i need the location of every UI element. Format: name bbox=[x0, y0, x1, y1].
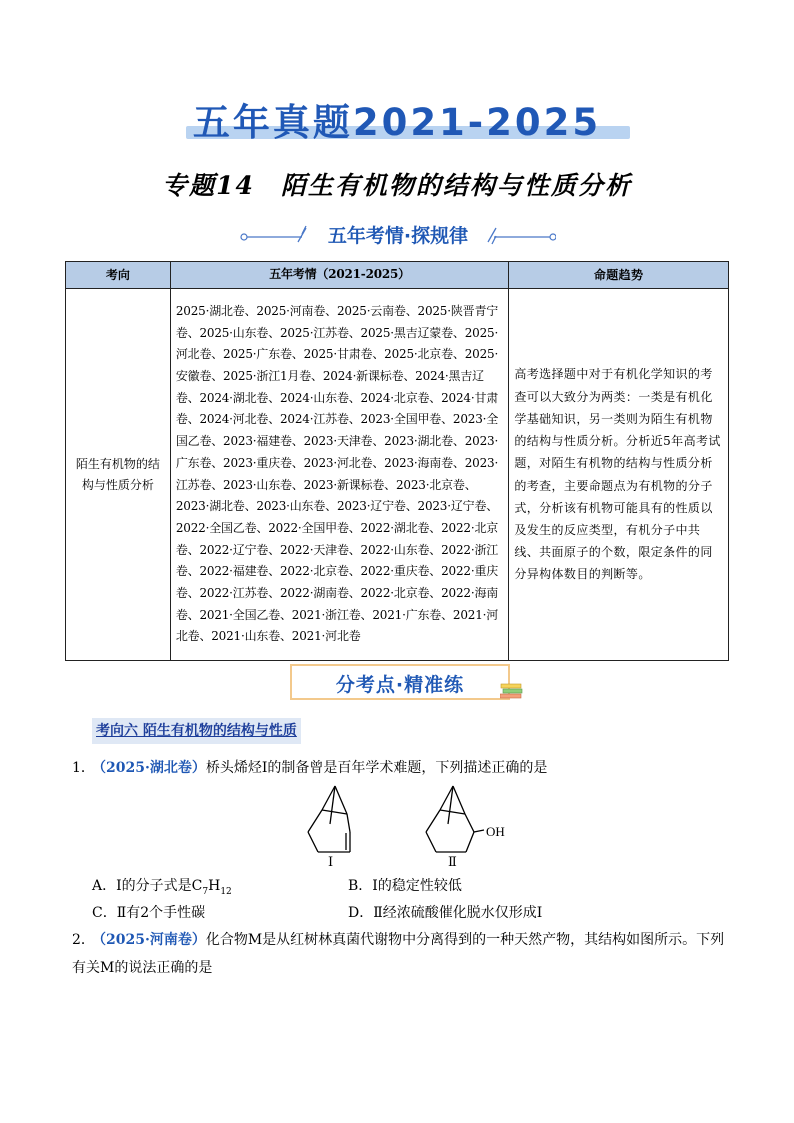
exam-trend-table bbox=[65, 261, 729, 661]
question-number: 1． bbox=[72, 760, 95, 776]
section-heading-exam-analysis bbox=[240, 220, 556, 250]
table-header-trend: 命题趋势 bbox=[509, 262, 729, 289]
question-2 bbox=[72, 926, 732, 982]
bridged-bicyclic-structures bbox=[290, 782, 530, 870]
table-row bbox=[66, 289, 729, 661]
option-d[interactable]: D．Ⅱ经浓硫酸催化脱水仅形成Ⅰ bbox=[348, 905, 543, 921]
question-number: 2． bbox=[72, 932, 95, 948]
section-heading-practice bbox=[290, 664, 522, 704]
structure-oh-label: OH bbox=[486, 824, 505, 839]
structure-i bbox=[308, 786, 350, 852]
table-cell-topic: 陌生有机物的结构与性质分析 bbox=[66, 289, 171, 661]
question-stem: 化合物M是从红树林真菌代谢物中分离得到的一种天然产物，其结构如图所示。下列有关M的说法正确的是 bbox=[72, 932, 725, 976]
question-1 bbox=[72, 754, 547, 782]
question-source: （2025·河南卷） bbox=[92, 932, 206, 948]
topic-label: 考向六 陌生有机物的结构与性质 bbox=[92, 718, 301, 744]
option-a-h: H bbox=[208, 878, 221, 894]
option-b[interactable]: B．Ⅰ的稳定性较低 bbox=[348, 878, 462, 894]
option-a[interactable] bbox=[92, 876, 232, 902]
question-source: （2025·湖北卷） bbox=[92, 760, 206, 776]
option-a-text: A．Ⅰ的分子式是C bbox=[92, 878, 203, 894]
table-cell-exams: 2025·湖北卷、2025·河南卷、2025·云南卷、2025·陕晋青宁卷、2025·山东卷、2025·江苏卷、2025·黑吉辽蒙卷、2025·河北卷、2025·广东卷、2025·甘肃卷、2025·北京卷、2025·安徽卷、2025·浙江1月卷、2024·新课标卷、2024·黑吉辽卷、2024·湖北卷、2024·山东卷、2024·北京卷、2024·甘肃卷、2024·河北卷、2024·江苏卷、2023·全国甲卷、2023·全国乙卷、2023·福建卷、2023·天津卷、2023·湖北卷、2023·广东卷、2023·重庆卷、2023·河北卷、2023·海南卷、2023·江苏卷、2023·山东卷、2023·新课标卷、2023·北京卷、2023·湖北卷、2023·山东卷、2023·辽宁卷、2023·辽宁卷、2022·全国乙卷、2022·全国甲卷、2022·湖北卷、2022·北京卷、2022·辽宁卷、2022·天津卷、2022·山东卷、2022·浙江卷、2022·福建卷、2022·北京卷、2022·重庆卷、2022·重庆卷、2022·江苏卷、2022·湖南卷、2022·北京卷、2022·海南卷、2021·全国乙卷、2021·浙江卷、2021·广东卷、2021·河北卷、2021·山东卷、2021·河北卷 bbox=[170, 289, 508, 661]
practice-heading-text: 分考点·精准练 bbox=[335, 674, 465, 696]
option-a-sub-h: 12 bbox=[220, 886, 232, 897]
question-stem: 桥头烯烃Ⅰ的制备曾是百年学术难题，下列描述正确的是 bbox=[205, 760, 548, 776]
structure-label-ii: Ⅱ bbox=[448, 855, 457, 870]
table-header-row bbox=[66, 262, 729, 289]
table-header-exams: 五年考情（2021-2025） bbox=[170, 262, 508, 289]
subject-title bbox=[0, 166, 794, 202]
section-heading-text: 五年考情·探规律 bbox=[327, 225, 469, 247]
main-title: 五年真题2021-2025 bbox=[192, 101, 602, 144]
books-icon bbox=[500, 682, 524, 700]
structure-ii bbox=[426, 786, 484, 852]
option-a-sub-c: 7 bbox=[202, 886, 209, 897]
structure-label-i: Ⅰ bbox=[328, 855, 334, 870]
option-c[interactable]: C．Ⅱ有2个手性碳 bbox=[92, 905, 206, 921]
table-cell-trend: 高考选择题中对于有机化学知识的考查可以大致分为两类：一类是有机化学基础知识，另一类则为陌生有机物的结构与性质分析。分析近5年高考试题，对陌生有机物的结构与性质分析的考查，主要命题点为有机物的分子式，分析该有机物可能具有的性质以及发生的反应类型，有机分子中共线、共面原子的个数，限定条件的同分异构体数目的判断等。 bbox=[509, 289, 729, 661]
main-title-block bbox=[0, 92, 794, 144]
subject-number: 专题14 bbox=[162, 171, 255, 200]
subject-name: 陌生有机物的结构与性质分析 bbox=[280, 171, 632, 200]
table-header-topic: 考向 bbox=[66, 262, 171, 289]
